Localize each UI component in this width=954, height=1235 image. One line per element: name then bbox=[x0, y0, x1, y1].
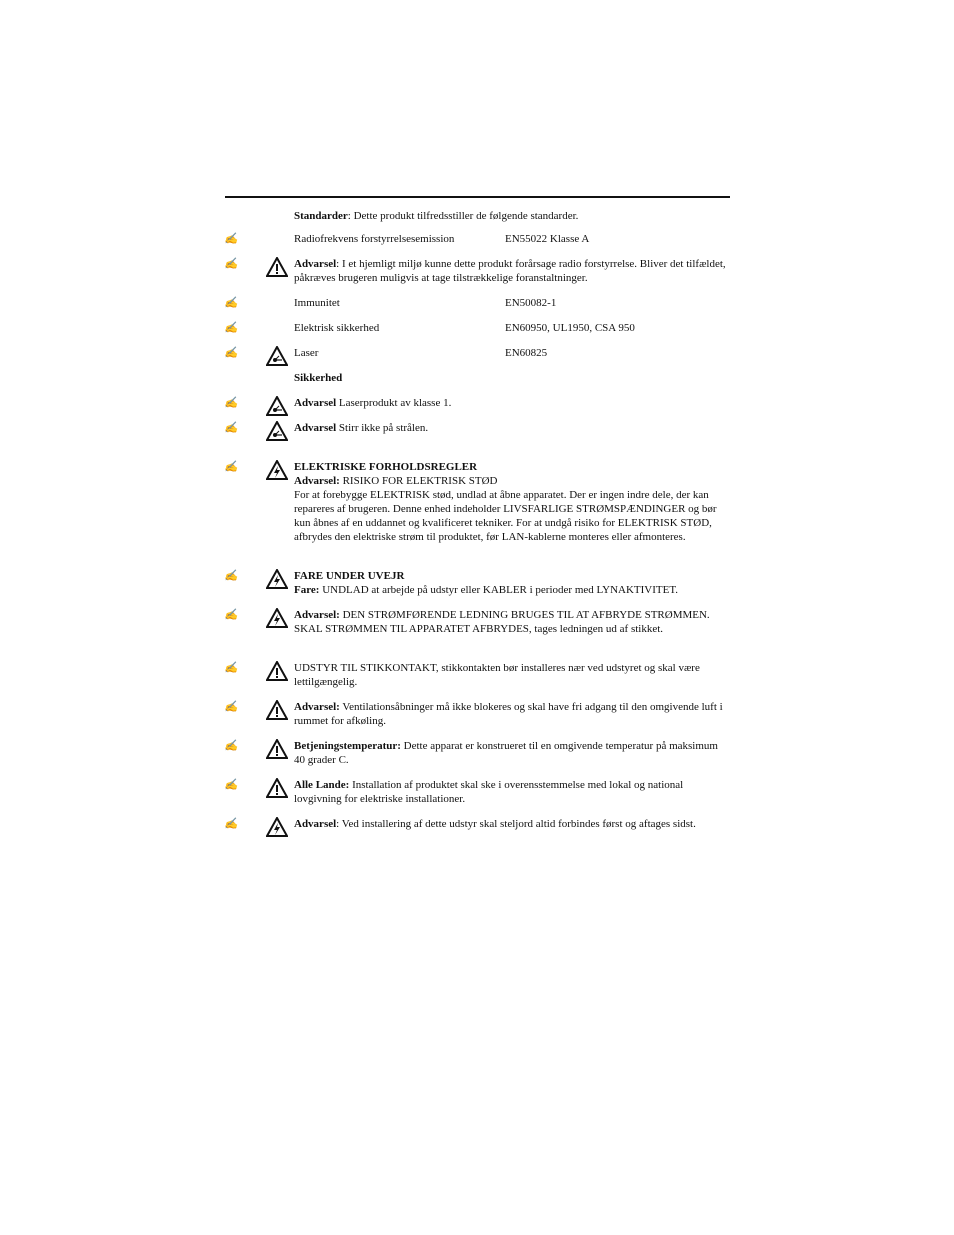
warning-exclamation-icon bbox=[266, 739, 288, 759]
ventilation-text: Advarsel: Ventilationsåbninger må ikke blokeres og skal have fri adgang til den omgivende luft i rummet for afkøling. bbox=[294, 701, 723, 727]
pen-icon: ✍ bbox=[224, 609, 237, 621]
temperatur-text: Betjeningstemperatur: Dette apparat er konstrueret til en omgivende temperatur på maksimum 40 grader C. bbox=[294, 740, 718, 766]
elsik-name: Elektrisk sikkerhed bbox=[294, 322, 380, 334]
pen-icon: ✍ bbox=[224, 233, 237, 245]
immunitet-value: EN50082-1 bbox=[505, 297, 557, 309]
elsik-value: EN60950, UL1950, CSA 950 bbox=[505, 322, 635, 334]
pen-icon: ✍ bbox=[224, 422, 237, 434]
electric-shock-warning-icon bbox=[266, 608, 288, 628]
udstyr-text: UDSTYR TIL STIKKONTAKT, stikkontakten bør installeres nær ved udstyret og skal være lettilgængelig. bbox=[294, 662, 700, 688]
laser-warning-icon bbox=[266, 421, 288, 441]
laser-warn1-text: Advarsel Laserprodukt av klasse 1. bbox=[294, 397, 452, 409]
pen-icon: ✍ bbox=[224, 818, 237, 830]
pen-icon: ✍ bbox=[224, 258, 237, 270]
pen-icon: ✍ bbox=[224, 740, 237, 752]
warning-exclamation-icon bbox=[266, 257, 288, 277]
elektriske-text: ELEKTRISKE FORHOLDSREGLER Advarsel: RISIKO FOR ELEKTRISK STØD For at forebygge ELEKTRISK stød, undlad at åbne apparatet. Der er ingen indre dele, der kan repareres af brugeren. Denne enhed indeholder LIVSFARLIGE STRØMSPÆNDINGER og bør kun åbnes af en uddannet og kvalificeret tekniker. For at undgå risiko for ELEKTRISK STØD, afbrydes den elektriske strøm til produktet, før LAN-kablerne monteres eller afmonteres. bbox=[294, 461, 717, 543]
electric-shock-warning-icon bbox=[266, 817, 288, 837]
lande-text: Alle Lande: Installation af produktet skal ske i overensstemmelse med lokal og national lovgivning for elektriske installationer. bbox=[294, 779, 684, 805]
stroem-text: Advarsel: DEN STRØMFØRENDE LEDNING BRUGES TIL AT AFBRYDE STRØMMEN. SKAL STRØMMEN TIL APPARATET AFBRYDES, tages ledningen ud af stikket. bbox=[294, 609, 710, 635]
laser-warn2-text: Advarsel Stirr ikke på strålen. bbox=[294, 422, 429, 434]
pen-icon: ✍ bbox=[224, 662, 237, 674]
jord-text: Advarsel: Ved installering af dette udstyr skal steljord altid forbindes først og aftages sidst. bbox=[294, 818, 696, 830]
pen-icon: ✍ bbox=[224, 701, 237, 713]
radio-value: EN55022 Klasse A bbox=[505, 233, 590, 245]
warning-exclamation-icon bbox=[266, 778, 288, 798]
electric-shock-warning-icon bbox=[266, 569, 288, 589]
immunitet-name: Immunitet bbox=[294, 297, 340, 309]
top-rule bbox=[225, 196, 730, 198]
pen-icon: ✍ bbox=[224, 347, 237, 359]
standarder-text: Standarder: Dette produkt tilfredsstiller de følgende standarder. bbox=[294, 210, 579, 222]
pen-icon: ✍ bbox=[224, 297, 237, 309]
warning-exclamation-icon bbox=[266, 661, 288, 681]
pen-icon: ✍ bbox=[224, 397, 237, 409]
fare-text: FARE UNDER UVEJR Fare: UNDLAD at arbejde på udstyr eller KABLER i perioder med LYNAKTIVITET. bbox=[294, 570, 678, 596]
sikkerhed-heading: Sikkerhed bbox=[294, 372, 343, 384]
pen-icon: ✍ bbox=[224, 570, 237, 582]
pen-icon: ✍ bbox=[224, 322, 237, 334]
laser-warning-icon bbox=[266, 346, 288, 366]
radio-name: Radiofrekvens forstyrrelsesemission bbox=[294, 233, 455, 245]
warning-exclamation-icon bbox=[266, 700, 288, 720]
laser-name: Laser bbox=[294, 347, 319, 359]
pen-icon: ✍ bbox=[224, 779, 237, 791]
laser-warning-icon bbox=[266, 396, 288, 416]
electric-shock-warning-icon bbox=[266, 460, 288, 480]
pen-icon: ✍ bbox=[224, 461, 237, 473]
advarsel-radio-text: Advarsel: I et hjemligt miljø kunne dette produkt forårsage radio forstyrrelse. Bliver det tilfældet, påkræves brugeren muligvis at tage tilstrækkelige foranstaltninger. bbox=[294, 258, 726, 284]
laser-value: EN60825 bbox=[505, 347, 548, 359]
